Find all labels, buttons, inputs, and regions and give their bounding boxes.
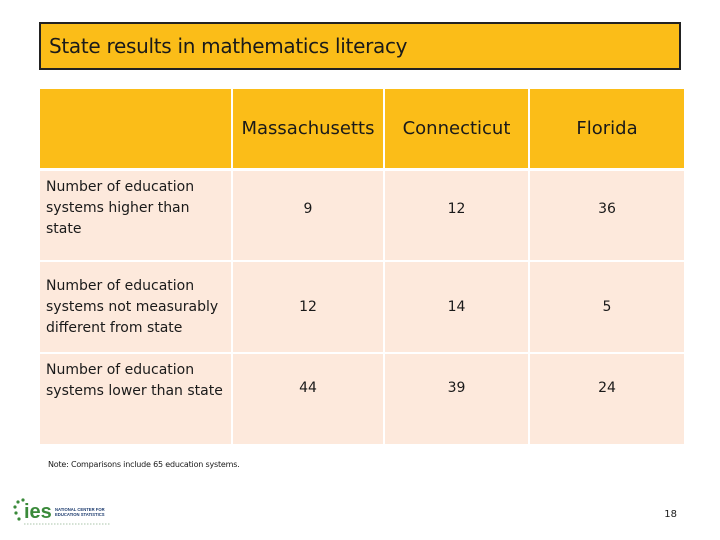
row-label: Number of education systems higher than state bbox=[40, 168, 233, 260]
logo-line1: NATIONAL CENTER FOR bbox=[55, 507, 105, 512]
header-corner-cell bbox=[40, 89, 233, 168]
row-label: Number of education systems lower than state bbox=[40, 352, 233, 444]
table-cell: 36 bbox=[530, 168, 684, 260]
table-row bbox=[40, 168, 684, 260]
ies-nces-logo bbox=[12, 497, 112, 529]
header-florida: Florida bbox=[530, 89, 684, 168]
table-cell: 12 bbox=[385, 168, 530, 260]
header-massachusetts: Massachusetts bbox=[233, 89, 385, 168]
table-row bbox=[40, 352, 684, 444]
table-note: Note: Comparisons include 65 education systems. bbox=[48, 460, 240, 469]
table-cell: 14 bbox=[385, 260, 530, 352]
page-number: 18 bbox=[664, 509, 677, 520]
table-row bbox=[40, 260, 684, 352]
logo-line2: EDUCATION STATISTICS bbox=[55, 512, 105, 517]
results-table bbox=[40, 89, 684, 444]
slide-title-box bbox=[39, 22, 681, 70]
table-cell: 5 bbox=[530, 260, 684, 352]
table-cell: 12 bbox=[233, 260, 385, 352]
table-cell: 44 bbox=[233, 352, 385, 444]
header-row bbox=[40, 89, 684, 168]
logo-letters: ies bbox=[24, 501, 52, 523]
header-connecticut: Connecticut bbox=[385, 89, 530, 168]
slide-title: State results in mathematics literacy bbox=[49, 34, 408, 58]
row-label: Number of education systems not measurably different from state bbox=[40, 260, 233, 352]
table-cell: 39 bbox=[385, 352, 530, 444]
table-cell: 9 bbox=[233, 168, 385, 260]
table-cell: 24 bbox=[530, 352, 684, 444]
